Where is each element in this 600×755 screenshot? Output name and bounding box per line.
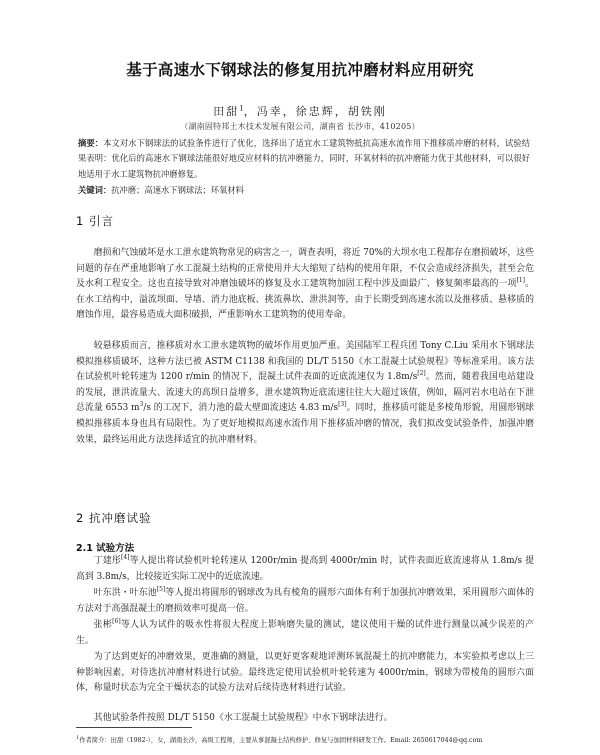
intro-paragraph-2-part-d: 。同时，推移质可能是多棱角形貌，用圆形钢球模拟推移质本身也具有局限性。为了更好地模拟高速水流作用下推移质冲磨的情况，我们拟改变试验条件，加强冲磨效果，最终运用此方法选择适宜的抗冲磨材料。 <box>76 403 534 445</box>
author-3: 徐忠辉 <box>295 105 335 118</box>
keywords-text: 抗冲磨；高速水下钢球法；环氧材料 <box>111 185 244 195</box>
author-4: 胡铁刚 <box>347 105 387 118</box>
author-2: 冯幸 <box>256 105 283 118</box>
abstract <box>78 136 530 182</box>
citation-ref-4: [4] <box>120 554 130 562</box>
author-1-footnote-mark: 1 <box>239 104 244 113</box>
method-paragraph-4: 为了达到更好的冲磨效果，更准确的测量，以更好更客观地评测环氧混凝土的抗冲磨能力，本实验拟考虑以上三种影响因素，对待选抗冲磨材料进行试验。最终选定使用试验机叶轮转速为 4000r/min，钢球为带棱角的圆形六面体，称量时状态为完全干燥状态的试验方法对后续待选材料进行试验。 <box>76 652 534 694</box>
section-heading-abrasion-test: 2 抗冲磨试验 <box>76 511 152 525</box>
footnote-separator <box>76 727 192 728</box>
author-list: 田甜$^1$，冯幸，徐忠辉，胡铁刚 <box>213 104 387 118</box>
citation-ref-5: [5] <box>156 586 166 594</box>
paper-title: 基于高速水下钢球法的修复用抗冲磨材料应用研究 <box>126 61 474 79</box>
method-paragraph-1 <box>76 554 534 585</box>
method-paragraph-1-text: 等人提出将试验机叶轮转速从 1200r/min 提高到 4000r/min 时，试件表面近底流速将从 1.8m/s 提高到 3.8m/s，比较接近实际工况中的近底流速。 <box>76 556 534 582</box>
footnote-text: 作者简介：田甜（1982-），女，湖南长沙，高级工程师，主要从事混凝土结构修护、修复与加固材料研发工作。Email: 2650617044@qq.com <box>79 737 483 745</box>
method-paragraph-2-text: 等人提出将圆形的钢球改为具有棱角的圆形六面体有利于加强抗冲磨效果，采用圆形六面体的方法对于高强混凝土的磨损效率可提高一倍。 <box>76 588 535 614</box>
intro-paragraph-1 <box>76 246 534 324</box>
keywords <box>78 183 530 197</box>
intro-paragraph-2 <box>76 339 534 448</box>
subsection-heading-test-method: 2.1 试验方法 <box>76 543 135 554</box>
unit-superscript-cubed: 3 <box>139 401 144 409</box>
method-paragraph-3 <box>76 618 534 649</box>
method-paragraph-1-author: 丁建彤 <box>93 556 121 566</box>
abstract-text: 本文对水下钢球法的试验条件进行了优化，选择出了适宜水工建筑物抵抗高速水流作用下推移质冲磨的材料，试验结果表明：优化后的高速水下钢球法能很好地反应材料的抗冲磨能力，同时，环氧材料的抗冲磨能力优于其他材料，可以很好地适用于水工建筑物抗冲磨修复。 <box>78 138 530 179</box>
affiliation: （湖南固特邦土木技术发展有限公司，湖南省 长沙市，410205） <box>180 122 420 131</box>
intro-paragraph-2-part-c: /s 的工况下，消力池的最大壁面流速达 4.83 m/s <box>143 403 339 414</box>
keywords-label: 关键词： <box>78 185 112 195</box>
intro-paragraph-2-part-a: 较悬移质而言，推移质对水工泄水建筑物的破坏作用更加严重。美国陆军工程兵团 Tony C.Liu 采用水下钢球法模拟推移质破坏，这种方法已被 ASTM C1138 和我国的 DL/T 5150《水工混凝土试验规程》等标准采用。该方法在试验机叶轮转速为 1200 r/min 的情况下，混凝土试件表面的近底流速仅为 1.8m/s <box>76 341 534 383</box>
author-1: 田甜 <box>213 105 240 118</box>
method-paragraph-3-text: 等人认为试件的吸水性将很大程度上影响磨失量的测试，建议使用干燥的试件进行测量以减少误差的产生。 <box>76 620 534 646</box>
intro-paragraph-2-part-b: 。然而，随着我国电站建设的发展，泄洪流量大、流速大的高坝日益增多，泄水建筑物近底流速往往大大超过该值，例如，隔河岩水电站在下泄总流量 6553 m <box>76 372 534 414</box>
citation-ref-3: [3] <box>338 401 347 409</box>
method-paragraph-2 <box>76 586 534 617</box>
citation-ref-6: [6] <box>112 618 121 626</box>
footnote-mark: 1 <box>76 735 80 741</box>
citation-ref-2: [2] <box>417 370 426 378</box>
abstract-label: 摘要： <box>78 138 104 148</box>
method-paragraph-5: 其他试验条件按照 DL/T 5150《水工混凝土试验规程》中水下钢球法进行。 <box>93 713 393 723</box>
citation-ref-1: [1] <box>516 277 526 285</box>
section-heading-introduction: 1 引言 <box>76 214 114 228</box>
author-footnote <box>76 735 546 744</box>
intro-paragraph-1-tail: 。在水工结构中，溢流坝面、导墙、消力池底板、挑流鼻坎、泄洪洞等，由于长期受到高速水流以及推移质、悬移质的磨蚀作用，最容易造成大面积破损，严重影响水工建筑物的使用寿命。 <box>76 279 535 321</box>
intro-paragraph-1-text: 磨损和气蚀破坏是水工泄水建筑物常见的病害之一，调查表明，将近 70%的大坝水电工程都存在磨损破坏，这些问题的存在严重地影响了水工混凝土结构的正常使用并大大缩短了结构的使用年限，不仅会造成经济损失，甚至会危及水利工程安全。这也直接导致对冲磨蚀破坏的修复及水工建筑物加固工程中涉及面最广、修复频率最高的一项 <box>76 248 534 290</box>
method-paragraph-2-author: 叶东洪・叶东池 <box>93 588 157 598</box>
method-paragraph-3-author: 张彬 <box>93 620 113 630</box>
